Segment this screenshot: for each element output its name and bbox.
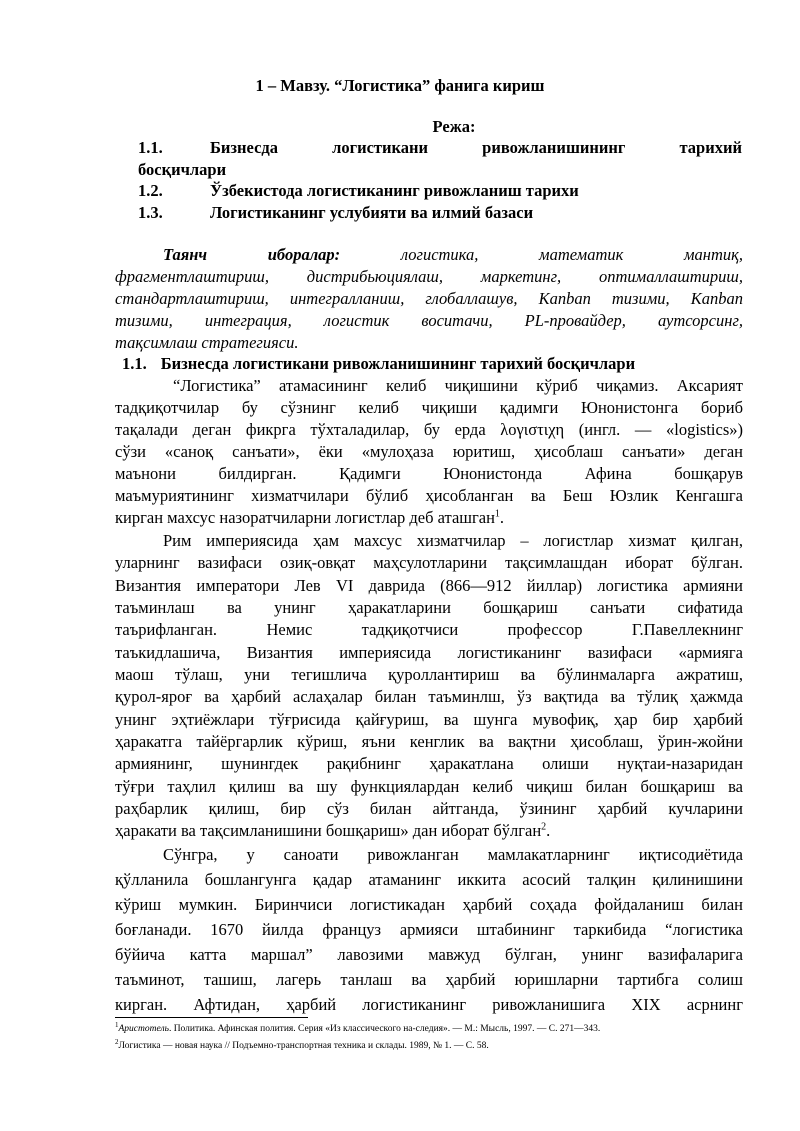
paragraph-line: Византия императори Лев VI даврида (866—912 йиллар) логистика армияни [115, 576, 743, 595]
paragraph-line: ҳаракатга тайёргарлик кўриш, яъни кенглик ва вақтни ҳисоблаш, ўрин-жойни [115, 732, 743, 751]
paragraph-line: маош тўлаш, уни тегишлича қуроллантириш ва бўлинмаларга ажратиш, [115, 665, 743, 684]
plan-item-text: Ўзбекистода логистиканинг ривожланиш тарихи [210, 181, 579, 200]
paragraph-line: кирган. Афтидан, ҳарбий логистиканинг ривожланишига XIX асрнинг [115, 995, 743, 1014]
paragraph-line: маъмуриятининг хизматчилари бўлиб ҳисобланган ва Беш Юзлик Кенгашга [115, 486, 743, 505]
footnote-1: $^1$Аристотель. Политика. Афинская полития. Серия «Из классического на-следия». — М.: Мысль, 1997. — С. 271—343. [115, 1020, 601, 1034]
paragraph-line: таърифланган. Немис тадқиқотчиси профессор Г.Павеллекнинг [115, 620, 743, 639]
plan-heading: Режа: [432, 117, 476, 136]
paragraph-line: таъкидлашича, Византия империясида логистиканинг вазифаси «армияга [115, 643, 743, 662]
paragraph-line: Сўнгра, у саноати ривожланган мамлакатларнинг иқтисодиётида [163, 845, 743, 864]
paragraph-line: қўлланила бошлангунга қадар атаманинг иккита асосий талқин қилинишини [115, 870, 743, 889]
paragraph-line: кўриш мумкин. Биринчиси логистикадан ҳарбий соҳада фойдаланиш билан [115, 895, 743, 914]
plan-item-number: 1.1. [138, 138, 163, 157]
plan-item-text: Логистиканинг услубияти ва илмий базаси [210, 203, 534, 222]
keywords-label: Таянч иборалар: [163, 245, 341, 264]
paragraph-line: кирган махсус назоратчиларни логистлар деб аташган$^1$. [115, 508, 505, 527]
keywords-line: Таянч иборалар: логистика, математик мантиқ, [163, 245, 743, 264]
paragraph-line: армиянинг, шунингдек рақибнинг ҳаракатлана олиши нуқтаи-назаридан [115, 754, 743, 773]
plan-item-2 [138, 180, 742, 202]
paragraph-line: сўзи «саноқ санъати», ёки «мулоҳаза юритиш, ҳисоблаш санъати» деган [115, 442, 743, 461]
paragraph-line: тўғри таҳлил қилиш ва шу функциялардан келиб чиқиш билан бошқариш ва [115, 777, 743, 796]
keywords-line: тақсимлаш стратегияси. [115, 333, 299, 352]
plan-item-number: 1.2. [138, 181, 163, 200]
keywords-line: стандартлаштириш, интегралланиш, глобаллашув, Kanban тизими, Kanban [115, 289, 743, 308]
page-title: 1 – Мавзу. “Логистика” фанига кириш [255, 76, 545, 95]
paragraph-line: боғланади. 1670 йилда француз армияси штабининг таркибида “логистика [115, 920, 743, 939]
plan-item-text: Бизнесда логистикани ривожланишининг тарихий [210, 138, 742, 157]
paragraph-line: тақалади деган фикрга тўхталадилар, бу ерда λογιστιχη (ингл. — «logistics») [115, 420, 743, 439]
plan-item-number: 1.3. [138, 203, 163, 222]
keywords-line: тизими, интеграция, логистик воситачи, PL-провайдер, аутсорсинг, [115, 311, 743, 330]
paragraph-line: “Логистика” атамасининг келиб чиқишини кўриб чиқамиз. Аксарият [173, 376, 743, 395]
paragraph-line: қурол-яроғ ва ҳарбий аслаҳалар билан таъминлш, ўз вақтида ва тўлиқ ҳажмда [115, 687, 743, 706]
paragraph-line: таъминлаш ва унинг ҳаракатларини бошқариш санъати сифатида [115, 598, 743, 617]
plan-item-1 [138, 137, 742, 181]
plan-item-3 [138, 202, 742, 224]
paragraph-line: унинг эҳтиёжлари тўғрисида қайғуриш, ва шунга мувофиқ, ҳар бир ҳарбий [115, 710, 743, 729]
paragraph-line: бўйича катта маршал” лавозими мавжуд бўлган, унинг вазифаларига [115, 945, 743, 964]
footnote-2: $^2$Логистика — новая наука // Подъемно-транспортная техника и склады. 1989, № 1. — С. 58. [115, 1037, 489, 1051]
footnote-ref: 1 [494, 508, 500, 520]
paragraph-line: таъминот, ташиш, лагерь танлаш ва ҳарбий юришларни тартибга солиш [115, 970, 743, 989]
paragraph-line: Рим империясида ҳам махсус хизматчилар – логистлар хизмат қилган, [163, 531, 743, 550]
footnote-ref: 2 [541, 821, 547, 833]
footnote-separator [115, 1017, 308, 1018]
keywords-line: фрагментлаштириш, дистрибьюциялаш, маркетинг, оптималлаштириш, [115, 267, 743, 286]
paragraph-line: ҳаракати ва тақсимланишини бошқариш» дан иборат бўлган$^2$. [115, 821, 551, 840]
plan-item-text-cont: босқичлари [138, 160, 227, 179]
section-heading: 1.1. Бизнесда логистикани ривожланишининг тарихий босқичлари [122, 354, 636, 373]
footnote-author: Аристотель [118, 1024, 169, 1034]
paragraph-line: раҳбарлик қилиш, бир сўз билан айтганда, ўзининг ҳарбий кучларини [115, 799, 743, 818]
paragraph-line: маънони билдирган. Қадимги Юнонистонда Афина бошқарув [115, 464, 743, 483]
paragraph-line: тадқиқотчилар бу сўзнинг келиб чиқиши қадимги Юнонистонга бориб [115, 398, 743, 417]
paragraph-line: уларнинг вазифаси озиқ-овқат маҳсулотларини тақсимлашдан иборат бўлган. [115, 553, 743, 572]
